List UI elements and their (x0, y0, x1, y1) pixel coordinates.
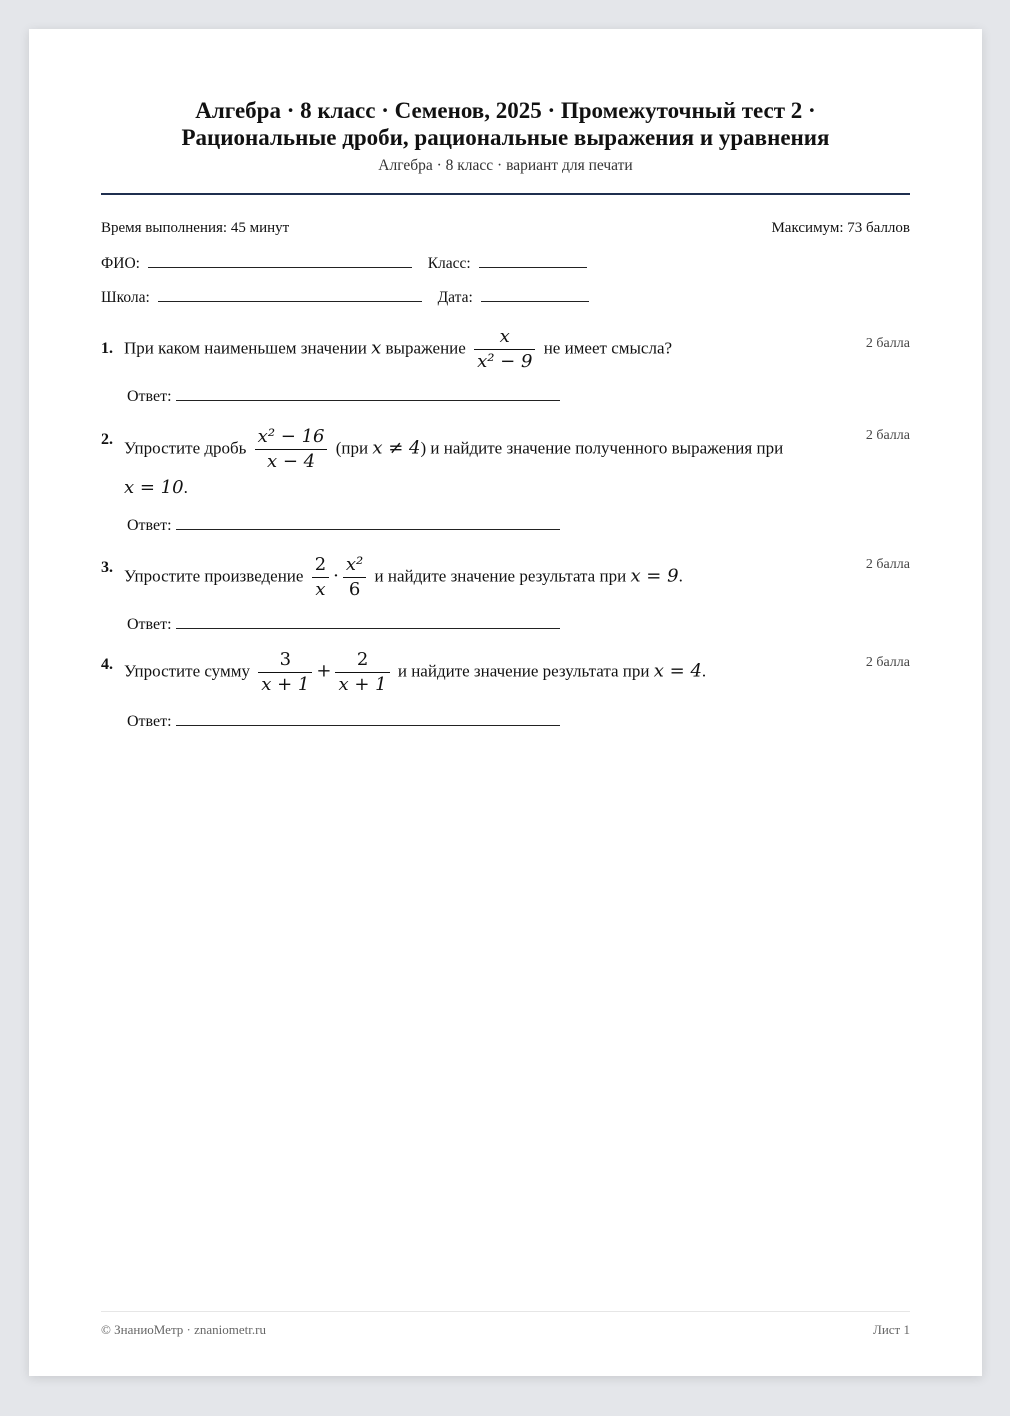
class-field[interactable] (479, 253, 587, 268)
answer-row (127, 515, 560, 535)
fraction-denominator: x + 1 (261, 674, 310, 695)
question-text (124, 553, 683, 602)
school-row (101, 287, 589, 307)
question-text-cont (124, 477, 188, 498)
question-number: 3. (101, 559, 113, 576)
answer-label: Ответ: (127, 388, 172, 405)
question-number: 2. (101, 431, 113, 448)
text: ) и найдите значение полученного выражения при (420, 438, 784, 458)
fraction-numerator: x² (343, 553, 366, 578)
time-limit: Время выполнения: 45 минут (101, 220, 290, 236)
answer-row (127, 614, 560, 634)
math-var: x (371, 337, 382, 359)
math-operator: + (316, 660, 332, 682)
text: При каком наименьшем значении (124, 338, 367, 358)
text: и найдите значение результата при (397, 661, 650, 681)
header-divider (101, 193, 910, 195)
math-condition: x ≠ 4 (372, 437, 421, 459)
footer-divider (101, 1311, 910, 1312)
max-score: Максимум: 73 баллов (771, 220, 910, 236)
answer-label: Ответ: (127, 517, 172, 534)
page-content (101, 29, 910, 1376)
fraction-denominator: x (315, 579, 326, 600)
page-subtitle: Алгебра · 8 класс · вариант для печати (378, 157, 633, 174)
date-field[interactable] (481, 287, 589, 302)
fio-field[interactable] (148, 253, 412, 268)
question-points: 2 балла (865, 557, 910, 572)
fraction (474, 325, 535, 374)
fraction-numerator: 2 (335, 648, 389, 673)
answer-field[interactable] (176, 515, 560, 530)
fraction (335, 648, 389, 697)
text: Упростите сумму (124, 661, 250, 681)
question-points: 2 балла (865, 655, 910, 670)
fraction-denominator: x − 4 (267, 451, 316, 472)
answer-label: Ответ: (127, 713, 172, 730)
fraction-numerator: x (474, 325, 535, 350)
answer-field[interactable] (176, 711, 560, 726)
fio-label: ФИО: (101, 255, 140, 272)
math-equation: x = 4 (653, 660, 702, 682)
math-equation: x = 10 (124, 477, 184, 498)
question-number: 4. (101, 656, 113, 673)
title-line-2: Рациональные дроби, рациональные выражения и уравнения (181, 125, 830, 150)
text: не имеет смысла? (543, 338, 673, 358)
text: Упростите произведение (124, 566, 304, 586)
answer-row (127, 711, 560, 731)
answer-label: Ответ: (127, 616, 172, 633)
question-points: 2 балла (865, 336, 910, 351)
date-label: Дата: (437, 289, 473, 306)
fraction (258, 648, 312, 697)
question-text (124, 325, 672, 374)
school-field[interactable] (158, 287, 422, 302)
footer-copyright: © ЗнаниоМетр · znaniometr.ru (101, 1322, 266, 1337)
text: . (701, 661, 707, 681)
fraction-numerator: x² − 16 (255, 425, 328, 450)
question-text (124, 648, 706, 697)
text: . (678, 566, 683, 586)
school-label: Школа: (101, 289, 150, 306)
question-points: 2 балла (865, 428, 910, 443)
footer-page-number: Лист 1 (873, 1322, 910, 1337)
fio-row (101, 253, 587, 273)
text: . (183, 478, 188, 497)
fraction-denominator: x + 1 (338, 674, 387, 695)
question-number: 1. (101, 340, 113, 357)
class-label: Класс: (427, 255, 471, 272)
fraction-numerator: 3 (258, 648, 312, 673)
fraction-numerator: 2 (312, 553, 329, 578)
fraction (312, 553, 329, 602)
question-text (124, 425, 783, 474)
fraction (255, 425, 328, 474)
fraction-denominator: 6 (348, 579, 361, 600)
fraction (343, 553, 366, 602)
math-equation: x = 9 (630, 565, 679, 587)
math-operator: · (333, 565, 339, 587)
answer-row (127, 386, 560, 406)
page-title (101, 97, 910, 151)
fraction-denominator: x² − 9 (477, 351, 533, 372)
answer-field[interactable] (176, 386, 560, 401)
worksheet-page (29, 29, 982, 1376)
text: выражение (385, 338, 466, 358)
text: (при (335, 438, 369, 458)
title-line-1: Алгебра · 8 класс · Семенов, 2025 · Промежуточный тест 2 · (195, 98, 816, 123)
text: Упростите дробь (124, 438, 247, 458)
text: и найдите значение результата при (374, 566, 627, 586)
answer-field[interactable] (176, 614, 560, 629)
